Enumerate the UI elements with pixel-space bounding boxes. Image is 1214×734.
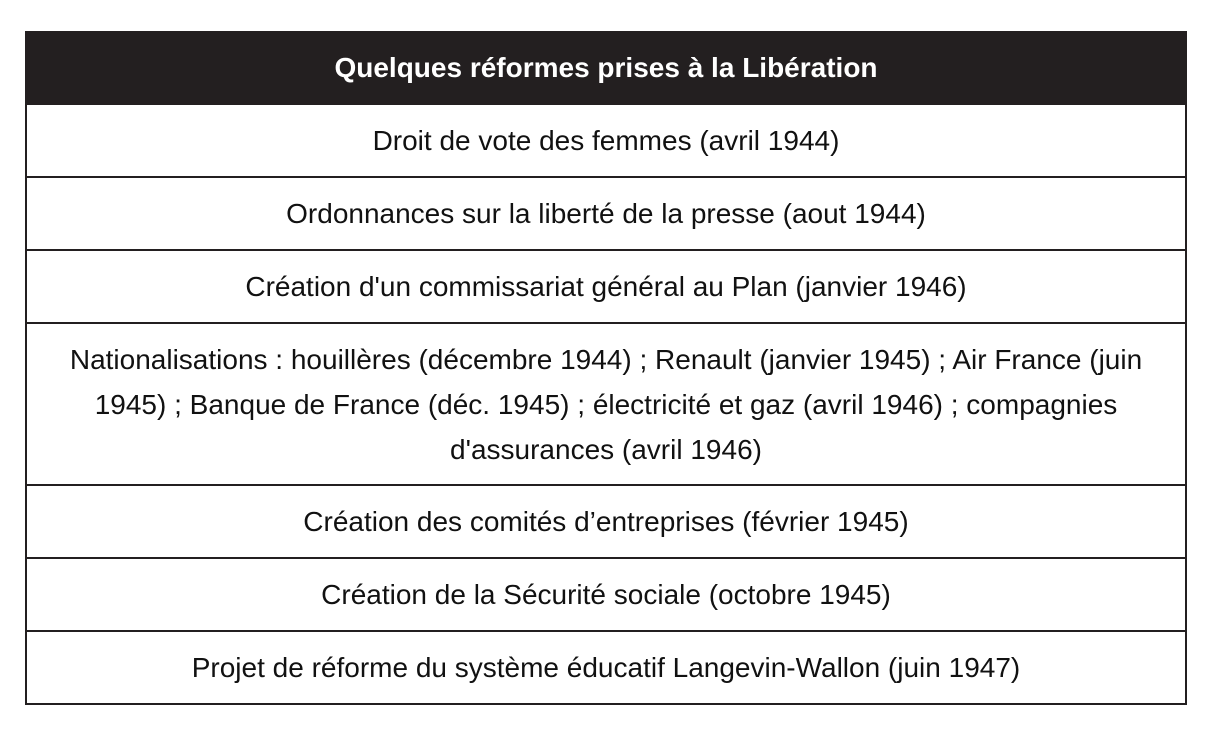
- table-row: [26, 323, 1186, 485]
- header-row: [26, 32, 1186, 104]
- table-title: Quelques réformes prises à la Libération: [26, 32, 1186, 104]
- reform-cell: Création des comités d’entreprises (février 1945): [26, 485, 1186, 558]
- reform-cell: Projet de réforme du système éducatif Langevin-Wallon (juin 1947): [26, 631, 1186, 704]
- table-row: [26, 558, 1186, 631]
- reform-cell: Ordonnances sur la liberté de la presse (aout 1944): [26, 177, 1186, 250]
- reform-cell: Nationalisations : houillères (décembre 1944) ; Renault (janvier 1945) ; Air France (juin 1945) ; Banque de France (déc. 1945) ; électricité et gaz (avril 1946) ; compagnies d'assurances (avril 1946): [26, 323, 1186, 485]
- table-row: [26, 177, 1186, 250]
- table-row: [26, 485, 1186, 558]
- reform-cell: Création de la Sécurité sociale (octobre 1945): [26, 558, 1186, 631]
- table-row: [26, 250, 1186, 323]
- reform-cell: Droit de vote des femmes (avril 1944): [26, 104, 1186, 177]
- table-row: [26, 104, 1186, 177]
- table-header: [26, 32, 1186, 104]
- reform-cell: Création d'un commissariat général au Plan (janvier 1946): [26, 250, 1186, 323]
- table-body: [26, 104, 1186, 704]
- reforms-table: [25, 31, 1187, 705]
- table-row: [26, 631, 1186, 704]
